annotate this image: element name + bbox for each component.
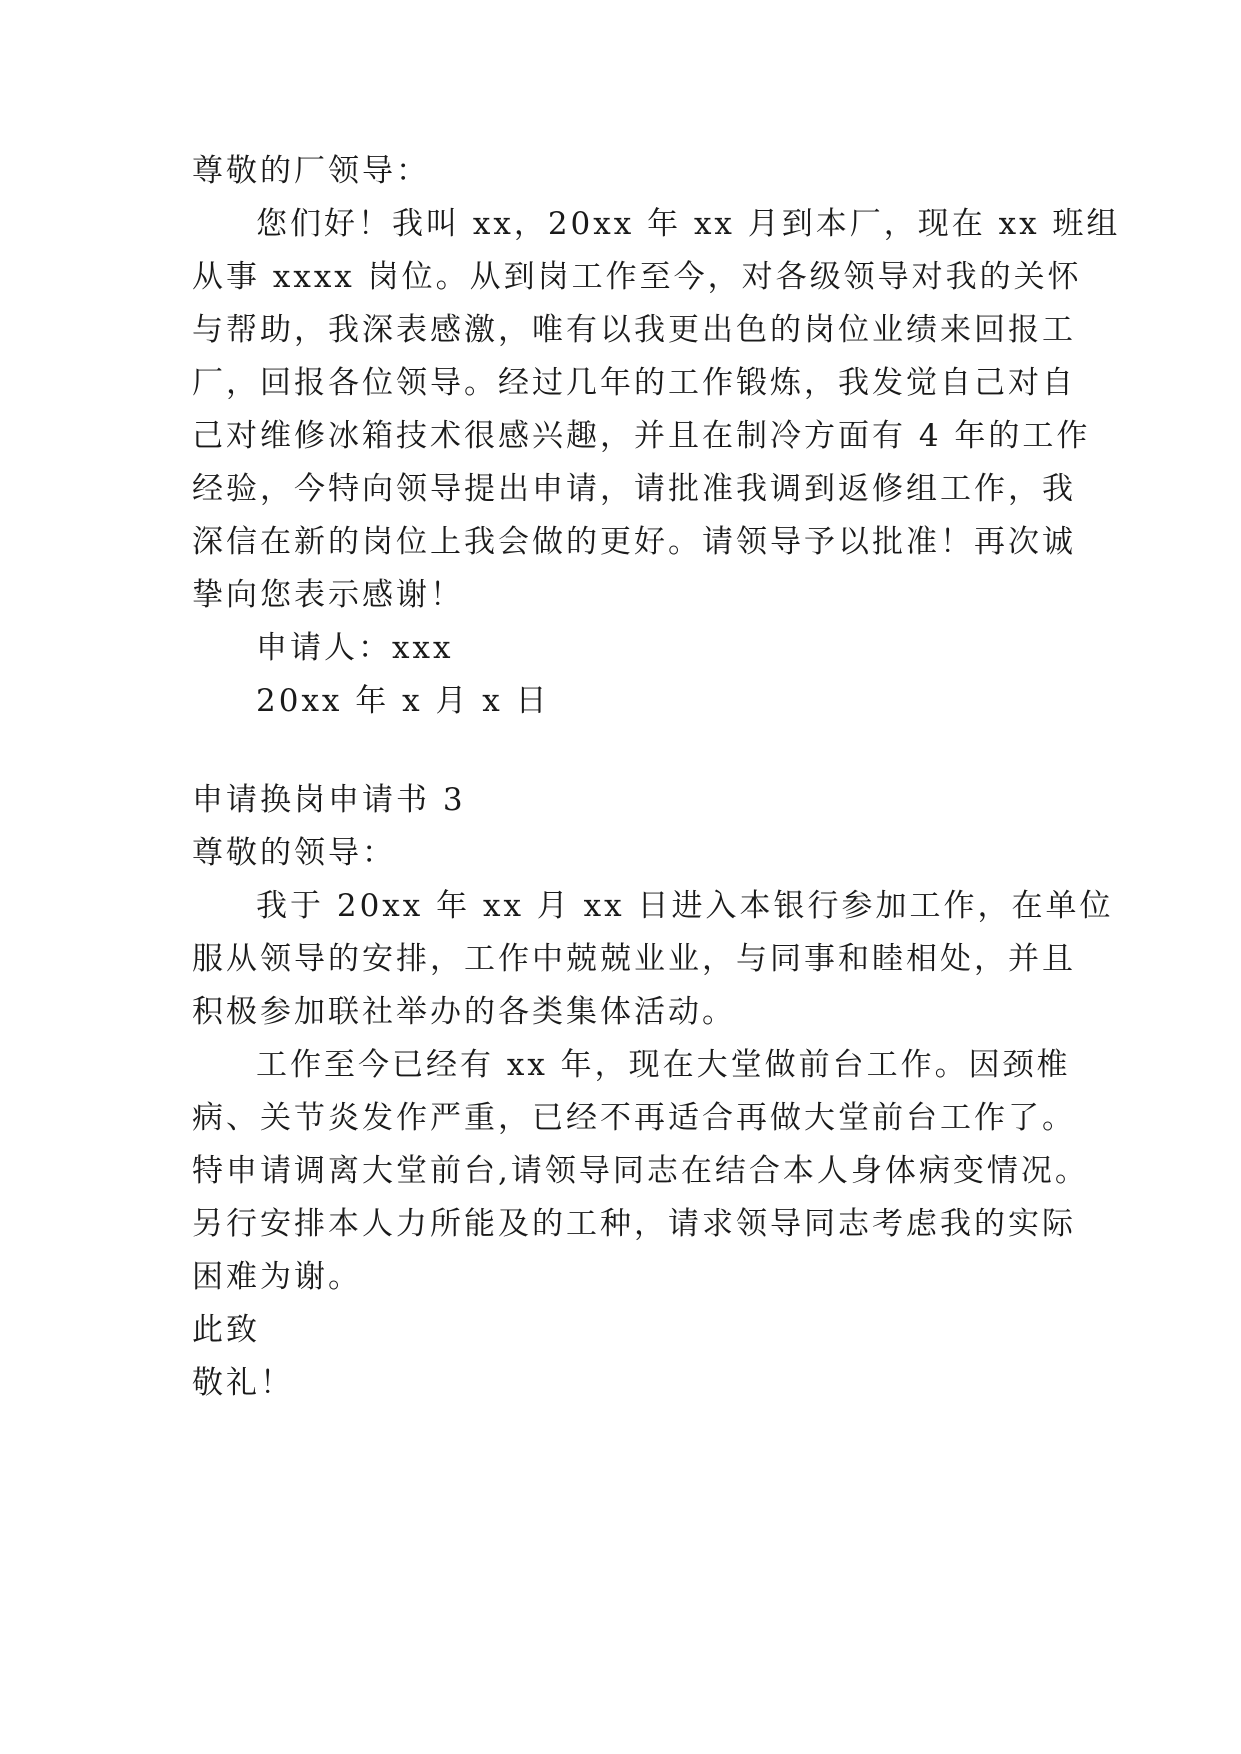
letter1-body-line: 深信在新的岗位上我会做的更好。请领导予以批准！再次诚 <box>192 524 1076 560</box>
letter1-date: 20xx 年 x 月 x 日 <box>256 683 550 719</box>
letter2-para1-line: 我于 20xx 年 xx 月 xx 日进入本银行参加工作，在单位 <box>256 888 1114 924</box>
letter2-closing-line1: 此致 <box>192 1312 260 1348</box>
letter1-body-line: 挚向您表示感谢！ <box>192 577 464 613</box>
letter1-applicant: 申请人：xxx <box>256 630 454 666</box>
letter2-para2-line: 病、关节炎发作严重，已经不再适合再做大堂前台工作了。 <box>192 1100 1076 1136</box>
letter2-para2-line: 特申请调离大堂前台,请领导同志在结合本人身体病变情况。 <box>192 1153 1089 1189</box>
letter2-para1-line: 服从领导的安排，工作中兢兢业业，与同事和睦相处，并且 <box>192 941 1076 977</box>
letter2-para1-line: 积极参加联社举办的各类集体活动。 <box>192 994 736 1030</box>
letter1-body-line: 与帮助，我深表感激，唯有以我更出色的岗位业绩来回报工 <box>192 312 1076 348</box>
letter1-body-line: 厂，回报各位领导。经过几年的工作锻炼，我发觉自己对自 <box>192 365 1076 401</box>
letter1-body-line: 己对维修冰箱技术很感兴趣，并且在制冷方面有 4 年的工作 <box>192 418 1091 454</box>
letter2-para2-line: 另行安排本人力所能及的工种，请求领导同志考虑我的实际 <box>192 1206 1076 1242</box>
letter1-body-line: 经验，今特向领导提出申请，请批准我调到返修组工作，我 <box>192 471 1076 507</box>
letter1-body-line: 您们好！我叫 xx，20xx 年 xx 月到本厂，现在 xx 班组 <box>256 206 1121 242</box>
letter2-para2-line: 工作至今已经有 xx 年，现在大堂做前台工作。因颈椎 <box>256 1047 1071 1083</box>
letter2-salutation: 尊敬的领导： <box>192 835 396 871</box>
letter1-salutation: 尊敬的厂领导： <box>192 153 430 189</box>
letter2-para2-line: 困难为谢。 <box>192 1259 362 1295</box>
letter2-closing-line2: 敬礼！ <box>192 1365 294 1401</box>
letter2-title: 申请换岗申请书 3 <box>192 782 466 818</box>
letter1-body-line: 从事 xxxx 岗位。从到岗工作至今，对各级领导对我的关怀 <box>192 259 1082 295</box>
